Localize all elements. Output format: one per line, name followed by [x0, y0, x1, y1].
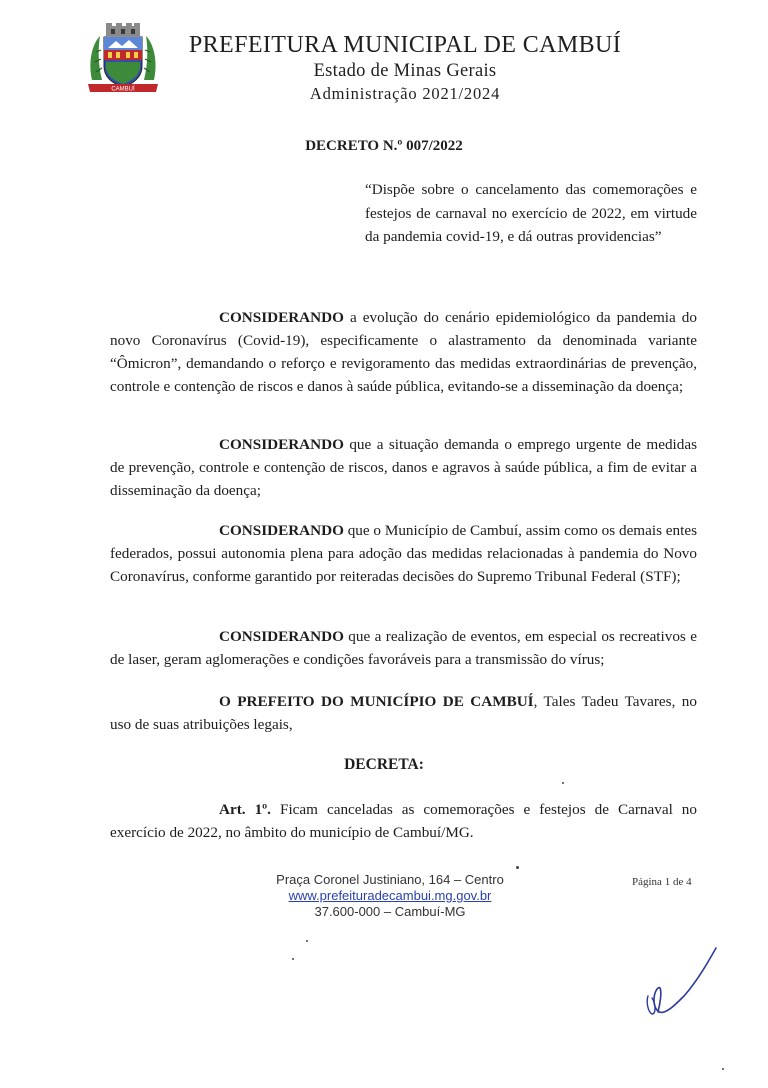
- article-1-paragraph: [110, 798, 697, 844]
- scan-speck: [722, 1068, 724, 1070]
- scan-speck: [516, 866, 519, 869]
- considerando-paragraph: [110, 306, 697, 398]
- considerando-paragraph: [110, 519, 697, 588]
- paragraph-text: , Tales Tadeu Tavares, no uso de suas atribuições legais,: [110, 693, 697, 733]
- decree-title: DECRETO N.º 007/2022: [305, 138, 463, 154]
- decreta-heading: DECRETA:: [344, 756, 424, 773]
- article-text: Ficam canceladas as comemorações e festejos de Carnaval no exercício de 2022, no âmbito do município de Cambuí/MG.: [110, 801, 697, 841]
- municipal-crest-logo: [86, 22, 160, 96]
- considerando-paragraph: [110, 433, 697, 502]
- footer-website-link[interactable]: www.prefeituradecambui.mg.gov.br: [288, 888, 492, 903]
- article-lead: Art. 1º.: [219, 801, 271, 818]
- paragraph-text: que a realização de eventos, em especial os recreativos e de laser, geram aglomerações e condições favoráveis para a transmissão do vírus;: [110, 628, 697, 668]
- paragraph-lead: CONSIDERANDO: [219, 436, 344, 453]
- paragraph-lead: CONSIDERANDO: [219, 522, 344, 539]
- paragraph-lead: O PREFEITO DO MUNICÍPIO DE CAMBUÍ: [219, 693, 534, 710]
- signature-rubric: [636, 940, 726, 1020]
- paragraph-lead: CONSIDERANDO: [219, 628, 344, 645]
- paragraph-text: a evolução do cenário epidemiológico da pandemia do novo Coronavírus (Covid-19), especificamente o alastramento da denominada variante “Ômicron”, demandando o reforço e revigoramento das medidas extraordinárias de prevenção, controle e contenção de riscos e danos à saúde pública, evitando-se a disseminação da doença;: [110, 309, 697, 395]
- page-number: Página 1 de 4: [632, 876, 692, 888]
- header-state: Estado de Minas Gerais: [313, 61, 497, 81]
- scan-speck: [562, 782, 564, 784]
- scan-speck: [306, 940, 308, 942]
- considerando-paragraph: [110, 625, 697, 671]
- scan-speck: [292, 958, 294, 960]
- mayor-paragraph: [110, 690, 697, 736]
- footer-cep: 37.600-000 – Cambuí-MG: [314, 904, 466, 919]
- footer-address: Praça Coronel Justiniano, 164 – Centro: [276, 872, 504, 887]
- page-title: PREFEITURA MUNICIPAL DE CAMBUÍ: [188, 32, 622, 58]
- header-administration: Administração 2021/2024: [309, 84, 501, 103]
- paragraph-text: que a situação demanda o emprego urgente de medidas de prevenção, controle e contenção de riscos, danos e agravos à saúde pública, a fim de evitar a disseminação da doença;: [110, 436, 697, 499]
- paragraph-text: que o Município de Cambuí, assim como os demais entes federados, possui autonomia plena para adoção das medidas relacionadas à pandemia do Novo Coronavírus, conforme garantido por reiteradas decisões do Supremo Tribunal Federal (STF);: [110, 522, 697, 585]
- paragraph-lead: CONSIDERANDO: [219, 309, 344, 326]
- crest-ribbon-text: CAMBUÍ: [111, 86, 135, 93]
- decree-ementa: “Dispõe sobre o cancelamento das comemorações e festejos de carnaval no exercício de 2022, em virtude da pandemia covid-19, e dá outras providencias”: [365, 181, 697, 245]
